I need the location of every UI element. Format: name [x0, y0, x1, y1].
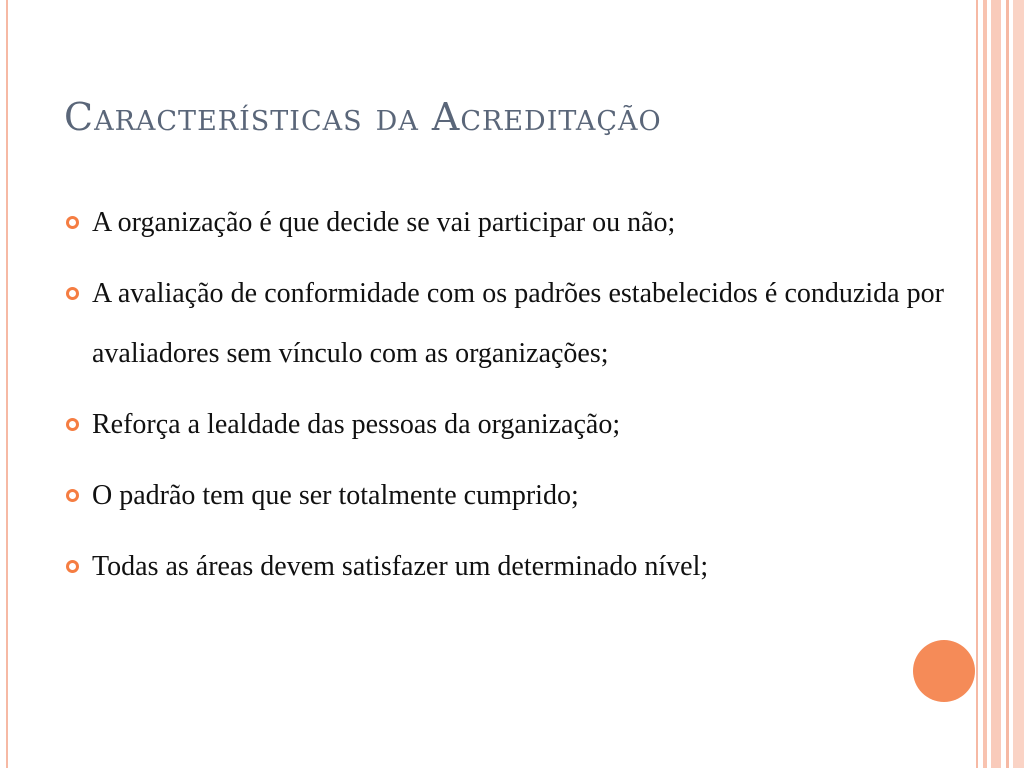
bullet-list [64, 193, 944, 608]
bullet-item [64, 193, 944, 253]
decorative-stripe [1006, 0, 1009, 768]
bullet-text: O padrão tem que ser totalmente cumprido; [92, 480, 579, 511]
decorative-stripe [991, 0, 1001, 768]
bullet-text: Reforça a lealdade das pessoas da organização; [92, 409, 621, 440]
ring-bullet-icon [66, 418, 79, 431]
orange-circle-icon [913, 640, 975, 702]
decorative-stripe [1013, 0, 1024, 768]
bullet-item [64, 264, 944, 384]
decorative-stripe [983, 0, 987, 768]
bullet-item [64, 395, 944, 455]
slide-title: Características da Acreditação [64, 95, 662, 139]
bullet-item [64, 537, 944, 597]
ring-bullet-icon [66, 489, 79, 502]
bullet-item [64, 466, 944, 526]
ring-bullet-icon [66, 560, 79, 573]
bullet-text: A organização é que decide se vai participar ou não; [92, 207, 676, 238]
bullet-text: A avaliação de conformidade com os padrões estabelecidos é conduzida por avaliadores sem vínculo com as organizações; [92, 278, 944, 369]
bullet-text: Todas as áreas devem satisfazer um determinado nível; [92, 551, 709, 582]
ring-bullet-icon [66, 287, 79, 300]
ring-bullet-icon [66, 216, 79, 229]
